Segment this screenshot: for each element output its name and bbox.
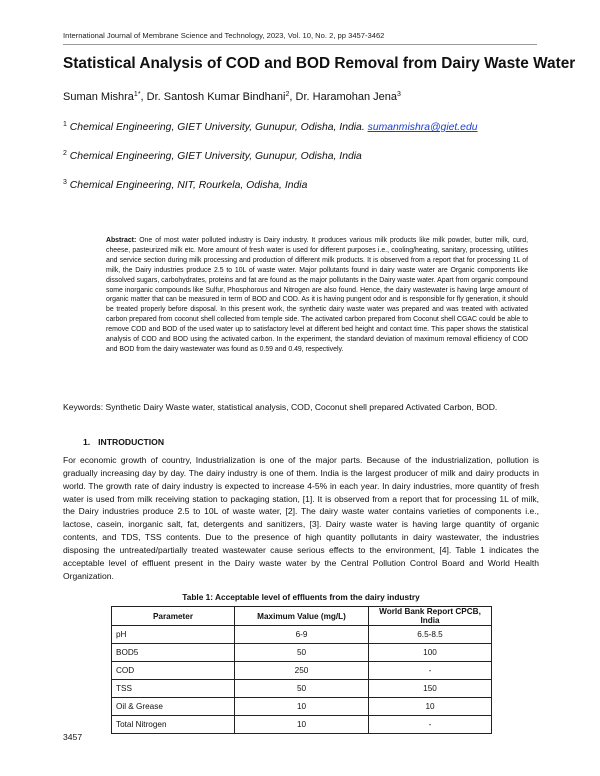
table-row: [112, 680, 492, 698]
author-superscript: 1*: [133, 91, 141, 98]
affiliation-text: Chemical Engineering, NIT, Rourkela, Odisha, India: [69, 180, 308, 191]
table-row: [112, 626, 492, 644]
table-cell: pH: [112, 626, 235, 644]
affiliation-superscript: 2: [63, 150, 67, 157]
table-cell: 10: [235, 698, 369, 716]
table-cell: 100: [369, 644, 492, 662]
table-cell: -: [369, 716, 492, 734]
table-header-row: [112, 607, 492, 626]
table-cell: COD: [112, 662, 235, 680]
abstract-label: Abstract:: [106, 237, 137, 244]
abstract: [106, 236, 528, 355]
table-caption: Table 1: Acceptable level of effluents from the dairy industry: [182, 592, 420, 602]
table-cell: 50: [235, 680, 369, 698]
table-cell: -: [369, 662, 492, 680]
table-cell: 10: [369, 698, 492, 716]
affiliation-1: [63, 121, 478, 133]
author-name: Dr. Santosh Kumar Bindhani: [146, 91, 286, 103]
author-name: Suman Mishra: [63, 91, 134, 103]
table-cell: 6.5-8.5: [369, 626, 492, 644]
affiliation-2: [63, 150, 362, 162]
effluent-table: [111, 606, 492, 734]
page-number: 3457: [63, 732, 83, 742]
introduction-body: For economic growth of country, Industrialization is one of the major parts. Because of the industrialization, pollution is gradually increasing day by day. The dairy industry is one of them. India is the largest producer of milk and dairy products in world. The growth rate of dairy industry is expected to increase 4-5% in each year. In dairy industries, more quantity of fresh water is used from milk receiving station to packaging station, [1]. It is observed from a report that for processing 1L of milk, the Dairy industries produce 2.5 to 10L of waste water, [2]. The dairy waste water contains varieties of components i.e., lactose, casein, inorganic salt, fat, detergents and sanitizers, [3]. Dairy waste water is having large quantity of organic contents, and TDS, TSS contents. Due to the presence of high quantity pollutants in dairy wastewater, the industries disposing the untreated/partially treated wastewater cause serious effects to the environment, [4]. Table 1 indicates the acceptable level of effluent present in the Dairy waste water by the Central Pollution Control Board and World Health Organization.: [63, 455, 539, 581]
affiliation-text: Chemical Engineering, GIET University, Gunupur, Odisha, India: [69, 151, 362, 162]
section-heading: [83, 437, 164, 447]
affiliation-superscript: 1: [63, 121, 67, 128]
table-row: [112, 644, 492, 662]
author-separator: ,: [140, 91, 147, 103]
author-superscript: 3: [397, 91, 401, 98]
table-cell: 50: [235, 644, 369, 662]
affiliation-text: Chemical Engineering, GIET University, Gunupur, Odisha, India.: [69, 122, 365, 133]
author-list: [63, 91, 401, 103]
table-cell: TSS: [112, 680, 235, 698]
table-cell: 10: [235, 716, 369, 734]
table-cell: Total Nitrogen: [112, 716, 235, 734]
section-title: INTRODUCTION: [98, 437, 165, 447]
table-cell: 6-9: [235, 626, 369, 644]
column-header: Maximum Value (mg/L): [235, 607, 369, 626]
table-row: [112, 662, 492, 680]
header-divider: [63, 44, 537, 45]
author-superscript: 2: [285, 91, 290, 98]
table-row: [112, 698, 492, 716]
keywords: Keywords: Synthetic Dairy Waste water, statistical analysis, COD, Coconut shell prepared Activated Carbon, BOD.: [63, 402, 498, 412]
table-cell: Oil & Grease: [112, 698, 235, 716]
journal-header: International Journal of Membrane Science and Technology, 2023, Vol. 10, No. 2, pp 3457-3462: [63, 31, 385, 40]
affiliation-3: [63, 179, 307, 191]
table-cell: 150: [369, 680, 492, 698]
author-separator: ,: [289, 91, 296, 103]
paper-title: Statistical Analysis of COD and BOD Removal from Dairy Waste Water: [63, 55, 576, 72]
affiliation-superscript: 3: [63, 179, 67, 186]
table-cell: 250: [235, 662, 369, 680]
abstract-text: One of most water polluted industry is Dairy industry. It produces various milk products like milk powder, butter milk, curd, cheese, pasteurized milk etc. More amount of fresh water is used for different purposes i.e., cooling/heating, sanitary, processing, utilities and service section during milk processing and production of different milk products. It is observed from a report that for processing 1L of milk, the Dairy industries produce 2.5 to 10L of waste water. Major pollutants found in dairy waste water are Organic components like dissolved sugars, carbohydrates, proteins and fat are found as the major pollutants in the Dairy waste water. Apart from organic compound some inorganic compounds like Sulfur, Phosphorous and Nitrogen are also found. Hence, the dairy wastewater is having large amount of organic matter that can be measured in term of BOD and COD. As it is having pungent odor and is responsible for fly generation, it should be treated properly before disposal. In this present work, the synthetic dairy waste water was prepared and was treated with activated carbon prepared from coconut shell collected from temple side. The activated carbon prepared from Coconut shell CGAC could be able to remove COD and BOD of the used water up to satisfactory level at different bed height and contact time. This paper shows the statistical analysis of COD and BOD using the activated carbon. In the experiment, the standard deviation of maximum removal efficiency of COD and BOD from the dairy wastewater was found as 0.59 and 0.49, respectively.: [106, 237, 528, 353]
table-cell: BOD5: [112, 644, 235, 662]
table-row: [112, 716, 492, 734]
author-name: Dr. Haramohan Jena: [295, 91, 398, 103]
column-header: World Bank Report CPCB, India: [369, 607, 492, 626]
column-header: Parameter: [112, 607, 235, 626]
author-email-link[interactable]: sumanmishra@giet.edu: [367, 122, 478, 133]
section-number: 1.: [83, 437, 91, 447]
